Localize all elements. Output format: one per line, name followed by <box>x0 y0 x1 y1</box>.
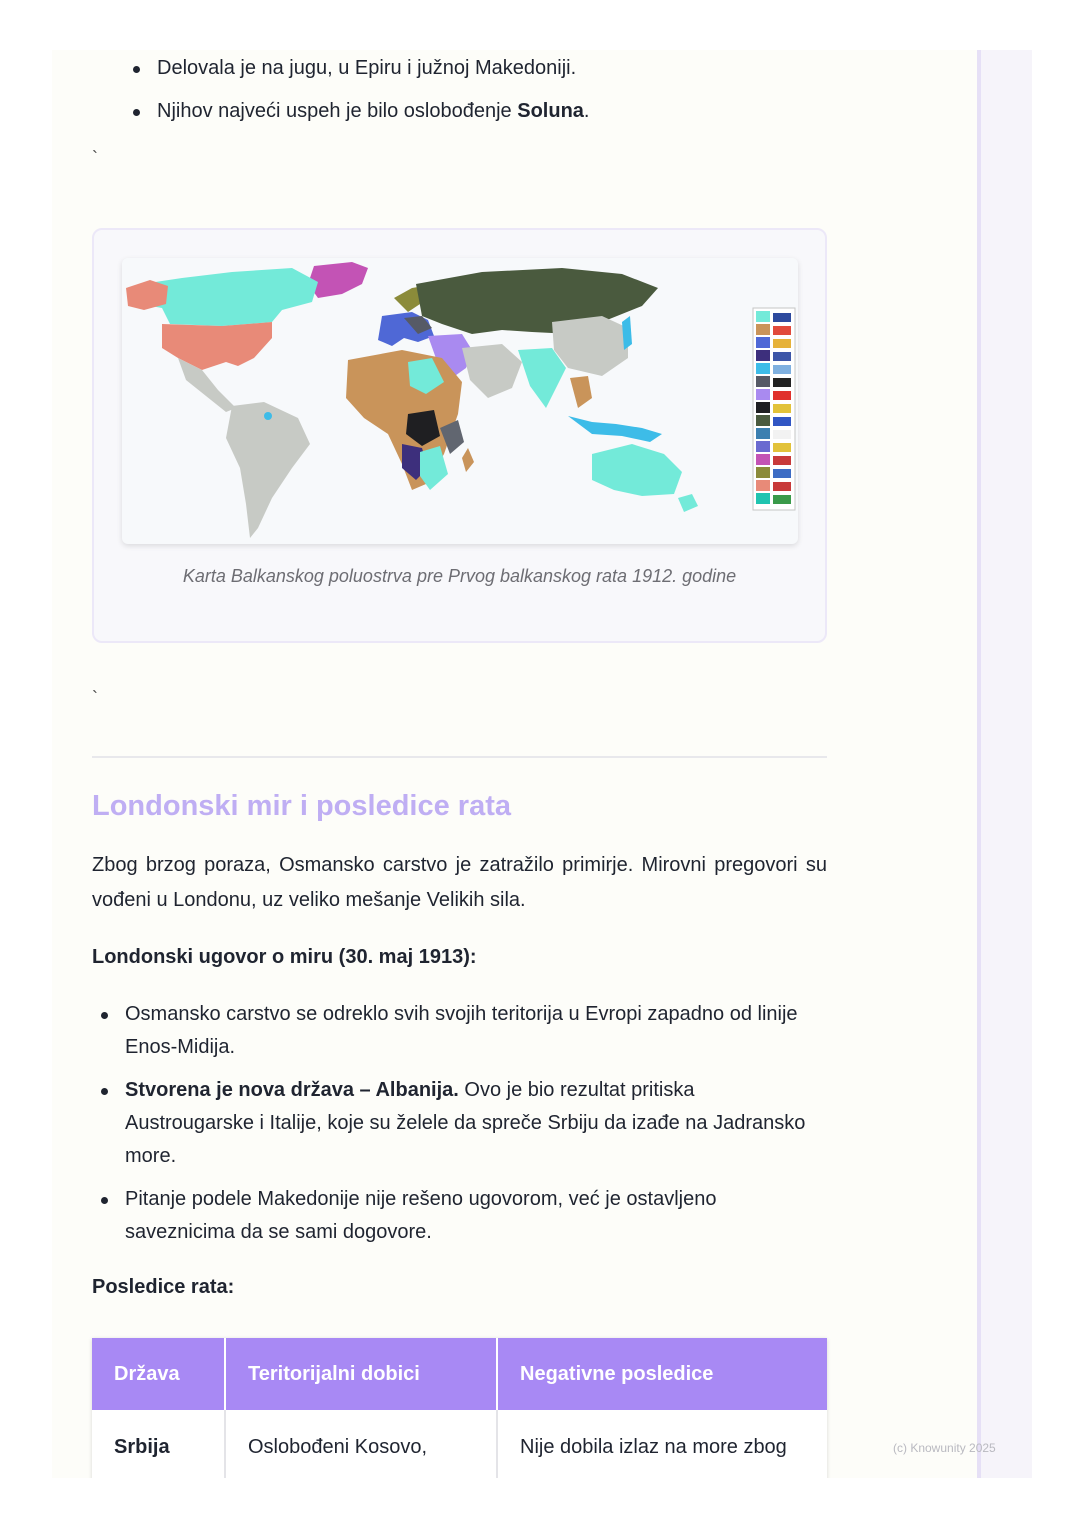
list-item-text: Pitanje podele Makedonije nije rešeno ugovorom, već je ostavljeno saveznicima da se sami dogovore. <box>125 1188 717 1243</box>
table-header-cell: Država <box>92 1338 225 1410</box>
consequences-table <box>92 1338 827 1478</box>
list-item <box>92 998 827 1064</box>
list-item-text: . <box>583 100 590 122</box>
list-item-text: Ovo je bio rezultat pritiska Austrougarske i Italije, koje su želele da spreče Srbiju da izađe na Jadransko more. <box>125 1079 806 1167</box>
list-item <box>92 95 589 128</box>
list-item <box>92 1074 827 1173</box>
figure-caption: Karta Balkanskog poluostrva pre Prvog balkanskog rata 1912. godine <box>182 566 737 586</box>
flag-legend <box>756 311 791 504</box>
table-row <box>92 1410 827 1478</box>
bold-text: Soluna <box>517 100 584 122</box>
world-map-graphic <box>122 258 798 544</box>
world-map-image[interactable] <box>122 258 798 544</box>
section-divider <box>92 756 827 758</box>
list-item-text: Delovala je na jugu, u Epiru i južnoj Makedoniji. <box>157 57 577 79</box>
backtick-mark: ` <box>92 148 98 168</box>
table-header-row <box>92 1338 827 1410</box>
section-title: Londonski mir i posledice rata <box>92 790 511 822</box>
list-item <box>92 1183 827 1249</box>
table-header-cell: Negativne posledice <box>497 1338 827 1410</box>
watermark: (c) Knowunity 2025 <box>893 1441 996 1455</box>
backtick-mark: ` <box>92 688 98 708</box>
map-figure <box>92 228 827 643</box>
treaty-heading: Londonski ugovor o miru (30. maj 1913): <box>92 946 477 968</box>
side-panel <box>977 50 1032 1478</box>
table-cell: Srbija <box>92 1410 225 1478</box>
treaty-points-list <box>92 998 827 1259</box>
list-item-text: Njihov najveći uspeh je bilo oslobođenje <box>157 100 518 122</box>
list-item <box>92 52 576 85</box>
table-cell: Nije dobila izlaz na more zbog <box>497 1410 827 1478</box>
consequences-heading: Posledice rata: <box>92 1276 235 1298</box>
document-page <box>52 50 977 1478</box>
table-cell: Oslobođeni Kosovo, <box>225 1410 497 1478</box>
section-paragraph: Zbog brzog poraza, Osmansko carstvo je zatražilo primirje. Mirovni pregovori su vođeni u Londonu, uz veliko mešanje Velikih sila. <box>92 854 827 911</box>
bold-text: Stvorena je nova država – Albanija. <box>125 1079 459 1101</box>
table-header-cell: Teritorijalni dobici <box>225 1338 497 1410</box>
list-item-text: Osmansko carstvo se odreklo svih svojih teritorija u Evropi zapadno od linije Enos-Midija. <box>125 1003 798 1058</box>
